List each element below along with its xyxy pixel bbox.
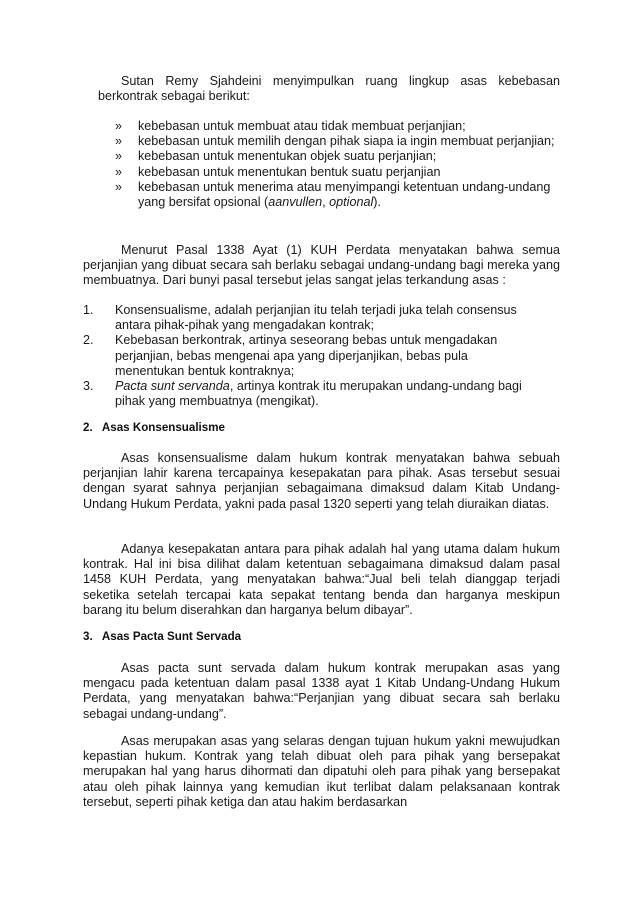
bullet-text: kebebasan untuk membuat atau tidak membuat perjanjian; [138,119,466,133]
list-item [115,119,560,134]
konsensualisme-paragraph-2: Adanya kesepakatan antara para pihak adalah hal yang utama dalam hukum kontrak. Hal ini bisa dilihat dalam ketentuan sebagaimana dimaksud dalam pasal 1458 KUH Perdata, yang menyatakan bahwa:“Jual beli telah dianggap terjadi seketika setelah tercapai kata sepakat tentang benda dan harganya meskipun barang itu belum diserahkan dan harganya belum dibayar”. [83,542,560,617]
list-item [83,333,528,379]
bullet-text: , [322,195,330,210]
list-number: 1. [83,303,94,317]
pacta-paragraph-1: Asas pacta sunt servada dalam hukum kontrak merupakan asas yang mengacu pada ketentuan dalam pasal 1338 ayat 1 Kitab Undang-Undang Hukum Perdata, yang menyatakan bahwa:“Perjanjian yang dibuat secara sah berlaku sebagai undang-undang”. [83,661,560,721]
italic-term: Pacta sunt servanda [115,379,230,394]
list-item [83,303,528,333]
list-item [83,379,528,409]
list-text: Kebebasan berkontrak, artinya seseorang bebas untuk mengadakan perjanjian, bebas mengenai apa yang diperjanjikan, bebas pula menentukan bentuk kontraknya; [115,333,498,378]
list-number: 2. [83,333,94,348]
konsensualisme-paragraph-1: Asas konsensualisme dalam hukum kontrak menyatakan bahwa sebuah perjanjian lahir karena tercapainya kesepakatan para pihak. Asas tersebut sesuai dengan syarat sahnya perjanjian sebagaimana dimaksud dalam Kitab Undang-Undang Hukum Perdata, yakni pada pasal 1320 seperti yang telah diuraikan diatas. [83,451,560,511]
section-heading-pacta-sunt-servada: 3. Asas Pacta Sunt Servada [83,630,242,643]
list-text: , artinya kontrak itu merupakan undang-undang bagi pihak yang membuatnya (mengikat). [115,379,522,409]
list-text: Konsensualisme, adalah perjanjian itu telah terjadi juka telah consensus antara pihak-pihak yang mengadakan kontrak; [115,303,517,333]
asas-numbered-list [83,303,528,409]
list-number: 3. [83,379,94,394]
bullet-text: kebebasan untuk menerima atau menyimpangi ketentuan undang-undang yang bersifat opsional ( [138,179,551,210]
bullet-text: ). [373,195,381,210]
intro-paragraph: Sutan Remy Sjahdeini menyimpulkan ruang lingkup asas kebebasan berkontrak sebagai berikut: [98,74,560,104]
bullet-glyph: » [115,149,123,164]
bullet-glyph: » [115,179,123,194]
pasal-paragraph: Menurut Pasal 1338 Ayat (1) KUH Perdata menyatakan bahwa semua perjanjian yang dibuat secara sah berlaku sebagai undang-undang bagi mereka yang membuatnya. Dari bunyi pasal tersebut jelas sangat jelas terkandung asas : [83,243,560,288]
italic-term: aanvullen [268,195,323,210]
bullet-text: kebebasan untuk menentukan objek suatu perjanjian; [138,149,437,164]
list-item [115,134,560,149]
pacta-paragraph-2: Asas merupakan asas yang selaras dengan tujuan hukum yakni mewujudkan kepastian hukum. Kontrak yang telah dibuat oleh para pihak yang bersepakat merupakan hal yang harus dihormati dan dipatuhi oleh para pihak yang bersepakat atau oleh pihak lainnya yang kemudian ikut terlibat dalam pelaksanaan kontrak tersebut, seperti pihak ketiga dan atau hakim berdasarkan [83,734,560,809]
bullet-text: kebebasan untuk menentukan bentuk suatu perjanjian [138,164,441,179]
list-item [115,165,560,180]
bullet-glyph: » [115,164,123,179]
bullet-text: kebebasan untuk memilih dengan pihak siapa ia ingin membuat perjanjian; [138,134,555,149]
bullet-glyph: » [115,134,123,149]
bullet-glyph: » [115,119,123,133]
italic-term: optional [329,195,374,210]
section-heading-konsensualisme: 2. Asas Konsensualisme [83,421,225,434]
list-item [115,180,560,210]
scope-bullet-list [115,119,560,210]
list-item [115,149,560,164]
